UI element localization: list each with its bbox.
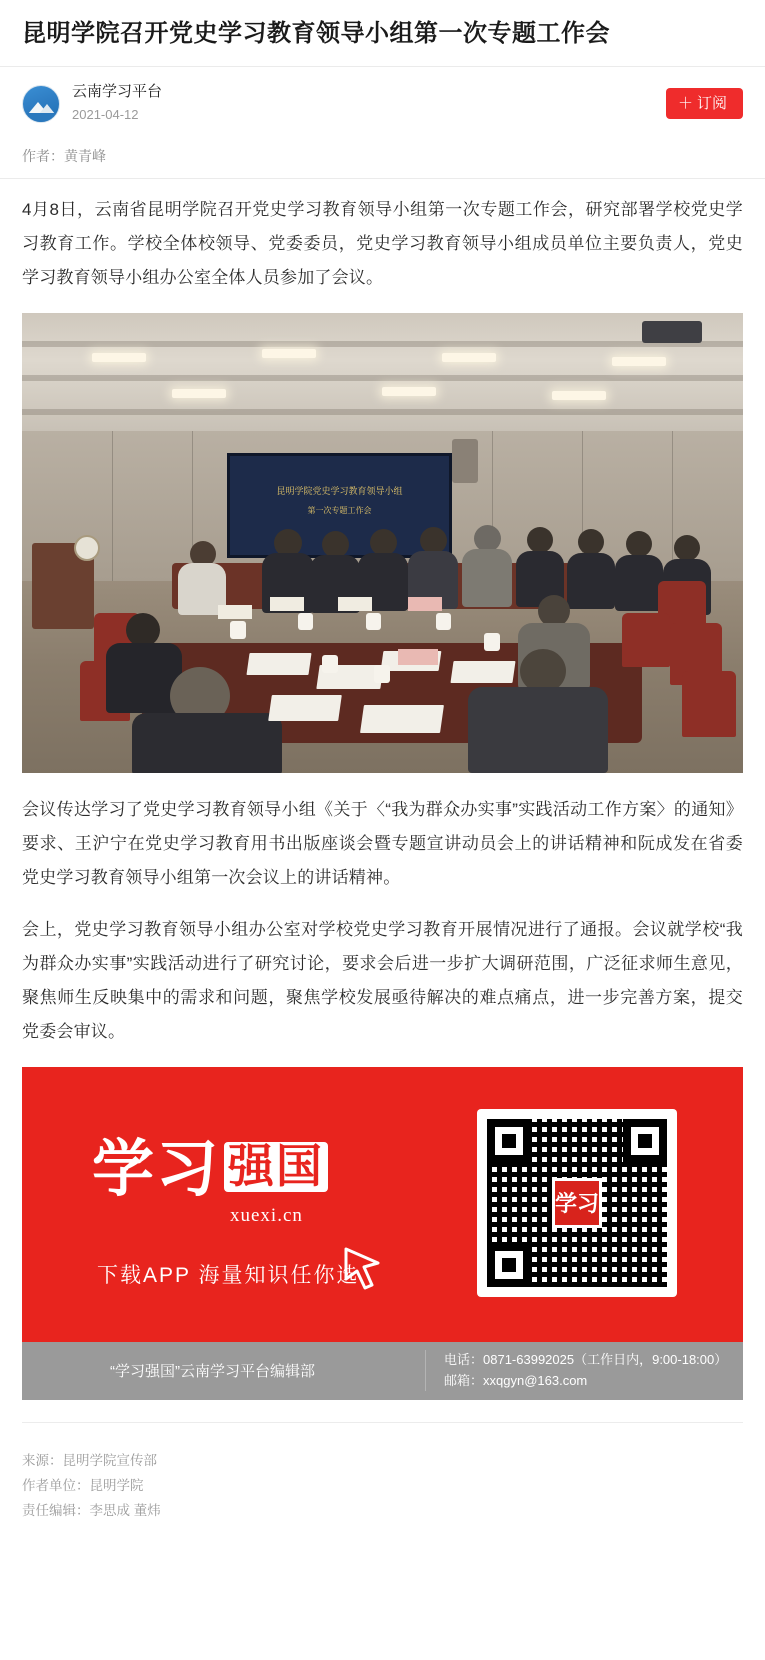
- qr-center-logo: 学习: [552, 1178, 602, 1228]
- promo-footer-contact: [425, 1350, 728, 1392]
- promo-footer-email: 邮箱：xxqgyn@163.com: [444, 1372, 588, 1388]
- title-section: [0, 0, 765, 66]
- article-body: [0, 193, 765, 1400]
- xuexi-logo: [92, 1135, 328, 1204]
- photo-ceiling: [22, 313, 743, 431]
- qr-pattern: [487, 1119, 667, 1287]
- subscribe-button[interactable]: [666, 88, 743, 119]
- source-row: [0, 67, 765, 135]
- screen-line-1: 昆明学院党史学习教育领导小组: [276, 485, 403, 496]
- author-line: 作者：黄青峰: [22, 147, 106, 164]
- meta-author-unit: 作者单位：昆明学院: [22, 1477, 144, 1493]
- meta-source: 来源：昆明学院宣传部: [22, 1452, 157, 1468]
- promo-footer-phone: 电话：0871-63992025（工作日内，9:00-18:00）: [444, 1351, 728, 1367]
- avatar: [22, 85, 60, 123]
- qr-eye-top-left: [487, 1119, 531, 1163]
- promo-subtitle: 下载APP 海量知识任你选: [97, 1263, 360, 1287]
- qr-eye-top-right: [623, 1119, 667, 1163]
- author-divider: [0, 178, 765, 179]
- screen-line-2: 第一次专题工作会: [307, 505, 372, 515]
- promo-left: [22, 1067, 422, 1342]
- meta-editor: 责任编辑：李思成 董炜: [22, 1502, 161, 1518]
- publish-date: 2021-04-12: [72, 106, 139, 122]
- paragraph-1: 4月8日，云南省昆明学院召开党史学习教育领导小组第一次专题工作会，研究部署学校党史学习教育工作。学校全体校领导、党委委员，党史学习教育领导小组成员单位主要负责人，党史学习教育领导小组办公室全体人员参加了会议。: [22, 199, 743, 287]
- qr-code[interactable]: [477, 1109, 677, 1297]
- paragraph-2: 会议传达学习了党史学习教育领导小组《关于〈“我为群众办实事”实践活动工作方案〉的通知》要求、王沪宁在党史学习教育用书出版座谈会暨专题宣讲动员会上的讲话精神和阮成发在省委党史学习教育领导小组第一次会议上的讲话精神。: [22, 799, 743, 887]
- cursor-arrow-icon: [340, 1245, 384, 1293]
- xuexi-logo-main: 学习: [92, 1135, 221, 1204]
- promo-footer: [22, 1342, 743, 1400]
- plus-icon: ＋: [677, 95, 693, 113]
- xuexiqiangguo-promo-banner[interactable]: [22, 1067, 743, 1342]
- avatar-water-icon: [23, 113, 59, 122]
- subscribe-label: 订阅: [696, 95, 727, 113]
- paragraph-3: 会上，党史学习教育领导小组办公室对学校党史学习教育开展情况进行了通报。会议就学校“我为群众办实事”实践活动进行了研究讨论，要求会后进一步扩大调研范围，广泛征求师生意见，聚焦师生反映集中的需求和问题，聚焦学校发展亟待解决的难点痛点，进一步完善方案，提交党委会审议。: [22, 919, 743, 1041]
- source-name[interactable]: 云南学习平台: [72, 83, 163, 101]
- meeting-photo: [22, 313, 743, 773]
- promo-footer-editorial: “学习强国”云南学习平台编辑部: [110, 1363, 315, 1381]
- qr-eye-bottom-left: [487, 1243, 531, 1287]
- page-title: 昆明学院召开党史学习教育领导小组第一次专题工作会: [22, 20, 610, 47]
- footer-meta: [0, 1423, 765, 1552]
- source-meta: [72, 81, 666, 125]
- xuexi-logo-badge: 强国: [224, 1142, 328, 1192]
- xuexi-pinyin: xuexi.cn: [230, 1204, 303, 1226]
